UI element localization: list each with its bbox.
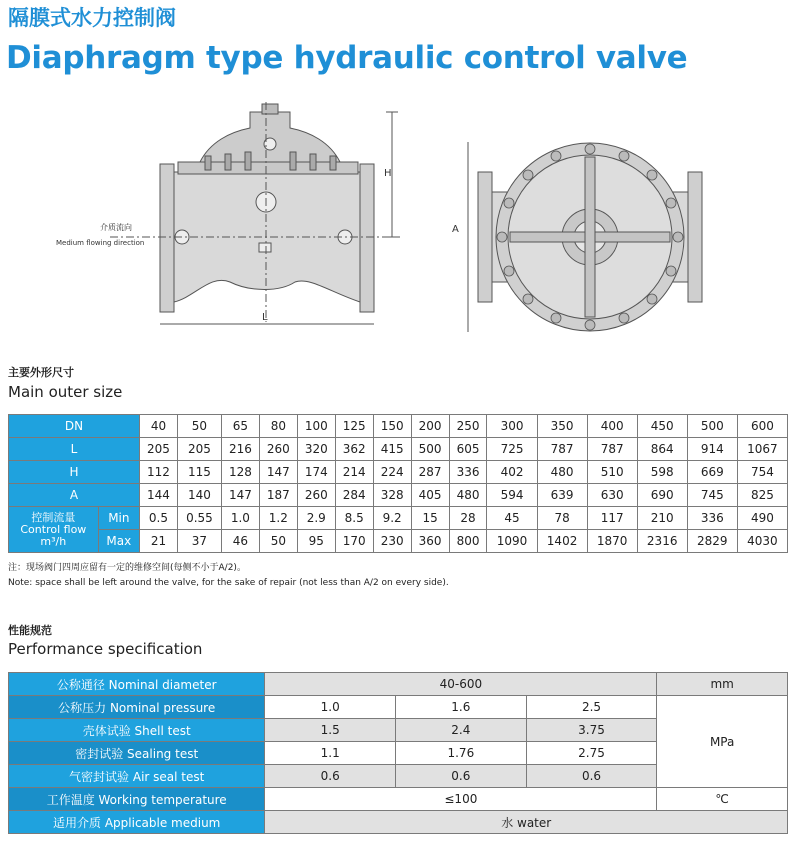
- dn-cell: 80: [259, 415, 297, 438]
- h-cell: 214: [335, 461, 373, 484]
- perf-value: 1.76: [396, 742, 527, 765]
- perf-label: 壳体试验 Shell test: [9, 719, 265, 742]
- l-cell: 500: [411, 438, 449, 461]
- a-cell: 480: [449, 484, 487, 507]
- max-cell: 37: [177, 530, 221, 553]
- dn-label: DN: [9, 415, 140, 438]
- dn-cell: 400: [587, 415, 637, 438]
- l-cell: 260: [259, 438, 297, 461]
- l-label: L: [9, 438, 140, 461]
- dn-cell: 300: [487, 415, 537, 438]
- perf-value: 0.6: [526, 765, 657, 788]
- min-cell: 210: [637, 507, 687, 530]
- h-cell: 128: [221, 461, 259, 484]
- h-cell: 224: [373, 461, 411, 484]
- perf-label: 密封试验 Sealing test: [9, 742, 265, 765]
- dn-cell: 250: [449, 415, 487, 438]
- size-table: [8, 414, 788, 553]
- min-cell: 0.5: [140, 507, 178, 530]
- size-row-max: [9, 530, 788, 553]
- min-cell: 117: [587, 507, 637, 530]
- valve-front-view: [478, 143, 702, 331]
- l-cell: 415: [373, 438, 411, 461]
- note-cn: 注：现场阀门四周应留有一定的维修空间(每侧不小于A/2)。: [8, 563, 246, 573]
- size-row-min: [9, 507, 788, 530]
- max-cell: 1870: [587, 530, 637, 553]
- max-cell: 2316: [637, 530, 687, 553]
- pressure-unit: MPa: [657, 696, 788, 788]
- a-cell: 260: [297, 484, 335, 507]
- max-cell: 1090: [487, 530, 537, 553]
- dn-cell: 125: [335, 415, 373, 438]
- flow-label-en: Medium flowing direction: [56, 239, 145, 247]
- a-cell: 328: [373, 484, 411, 507]
- dim-l-label: L: [262, 312, 268, 323]
- section1-title-cn: 主要外形尺寸: [8, 366, 74, 379]
- perf-row: [9, 673, 788, 696]
- min-cell: 9.2: [373, 507, 411, 530]
- l-cell: 205: [140, 438, 178, 461]
- dim-h-label: H: [384, 168, 392, 179]
- section2-title-en: Performance specification: [8, 640, 203, 658]
- perf-row: [9, 811, 788, 834]
- min-cell: 490: [737, 507, 787, 530]
- section2-title-cn: 性能规范: [8, 624, 52, 637]
- section1-title-en: Main outer size: [8, 383, 123, 401]
- dn-cell: 450: [637, 415, 687, 438]
- max-cell: 21: [140, 530, 178, 553]
- perf-value: 1.6: [396, 696, 527, 719]
- valve-side-view: [160, 104, 374, 312]
- dn-cell: 65: [221, 415, 259, 438]
- h-label: H: [9, 461, 140, 484]
- a-cell: 140: [177, 484, 221, 507]
- perf-value: 1.5: [265, 719, 396, 742]
- control-flow-unit: m³/h: [40, 534, 67, 548]
- l-cell: 725: [487, 438, 537, 461]
- h-cell: 669: [687, 461, 737, 484]
- perf-unit: ℃: [657, 788, 788, 811]
- dn-cell: 500: [687, 415, 737, 438]
- l-cell: 605: [449, 438, 487, 461]
- l-cell: 320: [297, 438, 335, 461]
- size-row-a: [9, 484, 788, 507]
- perf-value: 水 water: [265, 811, 788, 834]
- a-cell: 745: [687, 484, 737, 507]
- perf-unit: mm: [657, 673, 788, 696]
- min-cell: 2.9: [297, 507, 335, 530]
- a-label: A: [9, 484, 140, 507]
- max-cell: 1402: [537, 530, 587, 553]
- h-cell: 115: [177, 461, 221, 484]
- h-cell: 147: [259, 461, 297, 484]
- max-cell: 46: [221, 530, 259, 553]
- dim-a-label: A: [452, 224, 459, 235]
- h-cell: 510: [587, 461, 637, 484]
- flow-label-cn: 介质流向: [100, 223, 132, 232]
- min-cell: 28: [449, 507, 487, 530]
- l-cell: 864: [637, 438, 687, 461]
- l-cell: 787: [587, 438, 637, 461]
- perf-row: [9, 788, 788, 811]
- control-flow-label: [9, 507, 99, 553]
- note-en: Note: space shall be left around the valve, for the sake of repair (not less than A/2 on every side).: [8, 578, 449, 588]
- h-cell: 336: [449, 461, 487, 484]
- h-cell: 112: [140, 461, 178, 484]
- l-cell: 787: [537, 438, 587, 461]
- max-label: Max: [98, 530, 139, 553]
- a-cell: 690: [637, 484, 687, 507]
- valve-drawing: [0, 92, 800, 360]
- perf-value: 2.5: [526, 696, 657, 719]
- l-cell: 216: [221, 438, 259, 461]
- a-cell: 144: [140, 484, 178, 507]
- dn-cell: 100: [297, 415, 335, 438]
- max-cell: 360: [411, 530, 449, 553]
- perf-value: 2.75: [526, 742, 657, 765]
- size-row-l: [9, 438, 788, 461]
- a-cell: 630: [587, 484, 637, 507]
- dn-cell: 150: [373, 415, 411, 438]
- min-cell: 0.55: [177, 507, 221, 530]
- perf-label: 公称通径 Nominal diameter: [9, 673, 265, 696]
- dn-cell: 40: [140, 415, 178, 438]
- perf-value: ≤100: [265, 788, 657, 811]
- min-cell: 336: [687, 507, 737, 530]
- min-cell: 78: [537, 507, 587, 530]
- h-cell: 287: [411, 461, 449, 484]
- size-row-h: [9, 461, 788, 484]
- page-title-cn: 隔膜式水力控制阀: [8, 6, 176, 30]
- perf-value: 2.4: [396, 719, 527, 742]
- min-cell: 15: [411, 507, 449, 530]
- size-row-dn: [9, 415, 788, 438]
- l-cell: 1067: [737, 438, 787, 461]
- a-cell: 187: [259, 484, 297, 507]
- max-cell: 4030: [737, 530, 787, 553]
- control-flow-en: Control flow: [20, 522, 87, 536]
- control-flow-cn: 控制流量: [31, 510, 76, 524]
- perf-label: 气密封试验 Air seal test: [9, 765, 265, 788]
- h-cell: 754: [737, 461, 787, 484]
- perf-label: 公称压力 Nominal pressure: [9, 696, 265, 719]
- dn-cell: 200: [411, 415, 449, 438]
- perf-label: 工作温度 Working temperature: [9, 788, 265, 811]
- max-cell: 2829: [687, 530, 737, 553]
- a-cell: 594: [487, 484, 537, 507]
- perf-value: 0.6: [265, 765, 396, 788]
- perf-value: 0.6: [396, 765, 527, 788]
- max-cell: 50: [259, 530, 297, 553]
- l-cell: 362: [335, 438, 373, 461]
- min-label: Min: [98, 507, 139, 530]
- a-cell: 284: [335, 484, 373, 507]
- perf-value: 40-600: [265, 673, 657, 696]
- h-cell: 402: [487, 461, 537, 484]
- a-cell: 825: [737, 484, 787, 507]
- min-cell: 1.2: [259, 507, 297, 530]
- max-cell: 230: [373, 530, 411, 553]
- l-cell: 205: [177, 438, 221, 461]
- a-cell: 147: [221, 484, 259, 507]
- min-cell: 1.0: [221, 507, 259, 530]
- max-cell: 800: [449, 530, 487, 553]
- dn-cell: 350: [537, 415, 587, 438]
- min-cell: 8.5: [335, 507, 373, 530]
- a-cell: 405: [411, 484, 449, 507]
- perf-value: 3.75: [526, 719, 657, 742]
- perf-value: 1.1: [265, 742, 396, 765]
- h-cell: 480: [537, 461, 587, 484]
- max-cell: 170: [335, 530, 373, 553]
- perf-value: 1.0: [265, 696, 396, 719]
- h-cell: 598: [637, 461, 687, 484]
- page-title-en: Diaphragm type hydraulic control valve: [6, 40, 688, 76]
- perf-label: 适用介质 Applicable medium: [9, 811, 265, 834]
- dn-cell: 50: [177, 415, 221, 438]
- perf-row: [9, 696, 788, 719]
- h-cell: 174: [297, 461, 335, 484]
- max-cell: 95: [297, 530, 335, 553]
- a-cell: 639: [537, 484, 587, 507]
- min-cell: 45: [487, 507, 537, 530]
- dn-cell: 600: [737, 415, 787, 438]
- performance-table: [8, 672, 788, 834]
- l-cell: 914: [687, 438, 737, 461]
